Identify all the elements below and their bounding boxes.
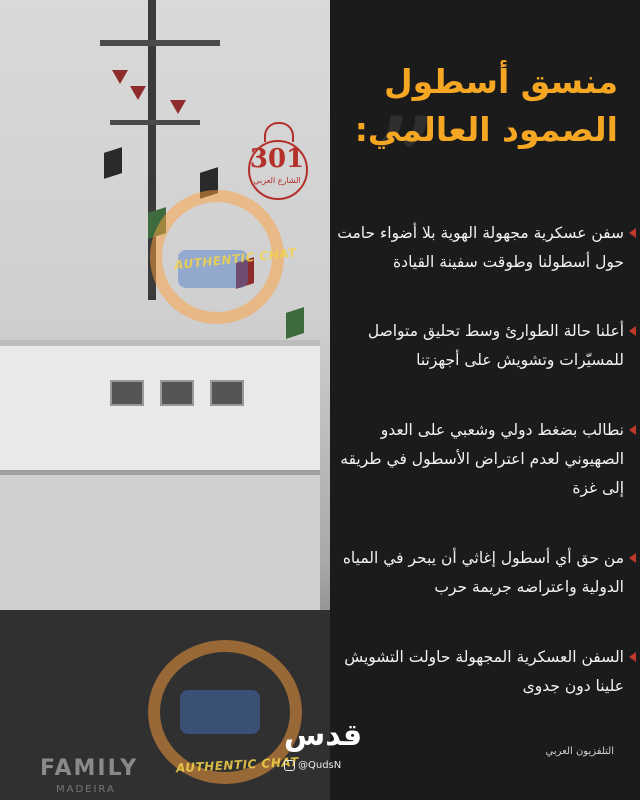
mosque-dome-icon — [264, 122, 294, 142]
headline: منسق أسطول الصمود العالمي: — [354, 62, 618, 149]
mast-crossbar-lower — [110, 120, 200, 125]
pennant-flag — [112, 70, 128, 84]
instagram-icon — [284, 760, 295, 771]
palestine-flag — [286, 307, 304, 339]
bullet-triangle-icon — [629, 425, 636, 435]
statement-text: سفن عسكرية مجهولة الهوية بلا أضواء حامت حول أسطولنا وطوقت سفينة القيادة — [337, 224, 624, 271]
logo-subtitle: الشارع العربي — [253, 176, 301, 185]
statement-text: السفن العسكرية المجهولة حاولت التشويش علينا دون جدوى — [344, 648, 624, 695]
statement-text: نطالب بضغط دولي وشعبي على العدو الصهيوني لعدم اعتراض الأسطول في طريقه إلى غزة — [340, 421, 624, 497]
bullet-triangle-icon — [629, 652, 636, 662]
logo-number: 301 — [249, 144, 305, 174]
pennant-flag — [130, 86, 146, 100]
bullet-triangle-icon — [629, 228, 636, 238]
statement-item — [324, 219, 624, 277]
pennant-flag — [170, 100, 186, 114]
palestine-flag — [104, 147, 122, 179]
watermark-mic-icon — [180, 690, 260, 734]
ship-lower-deck — [0, 470, 320, 615]
quote-mark-icon: „ — [372, 9, 440, 161]
ship-window — [160, 380, 194, 406]
watermark-text: AUTHENTIC CHAT — [175, 754, 300, 776]
mast-crossbar — [100, 40, 220, 46]
statement-item — [324, 317, 624, 375]
brand-mark: قدس — [283, 718, 363, 753]
watermark-text: AUTHENTIC CHAT — [173, 245, 298, 273]
statement-text: من حق أي أسطول إغاثي أن يبحر في المياه الدولية واعتراضه جريمة حرب — [342, 549, 624, 596]
bullet-triangle-icon — [629, 326, 636, 336]
statement-item — [324, 416, 624, 503]
ship-name: FAMILY — [40, 756, 139, 781]
ship-window — [110, 380, 144, 406]
channel-301-logo — [232, 122, 322, 192]
social-handle — [284, 760, 341, 771]
quds-logo — [278, 718, 368, 778]
ship-port: MADEIRA — [56, 784, 116, 795]
bullet-triangle-icon — [629, 553, 636, 563]
ship-window — [210, 380, 244, 406]
statement-item — [324, 544, 624, 602]
statement-text: أعلنا حالة الطوارئ وسط تحليق متواصل للمسيّرات وتشويش على أجهزتنا — [367, 322, 624, 369]
statement-item — [324, 643, 624, 701]
source-credit: التلفزيون العربي — [545, 746, 614, 757]
handle-text: @QudsN — [298, 760, 342, 771]
